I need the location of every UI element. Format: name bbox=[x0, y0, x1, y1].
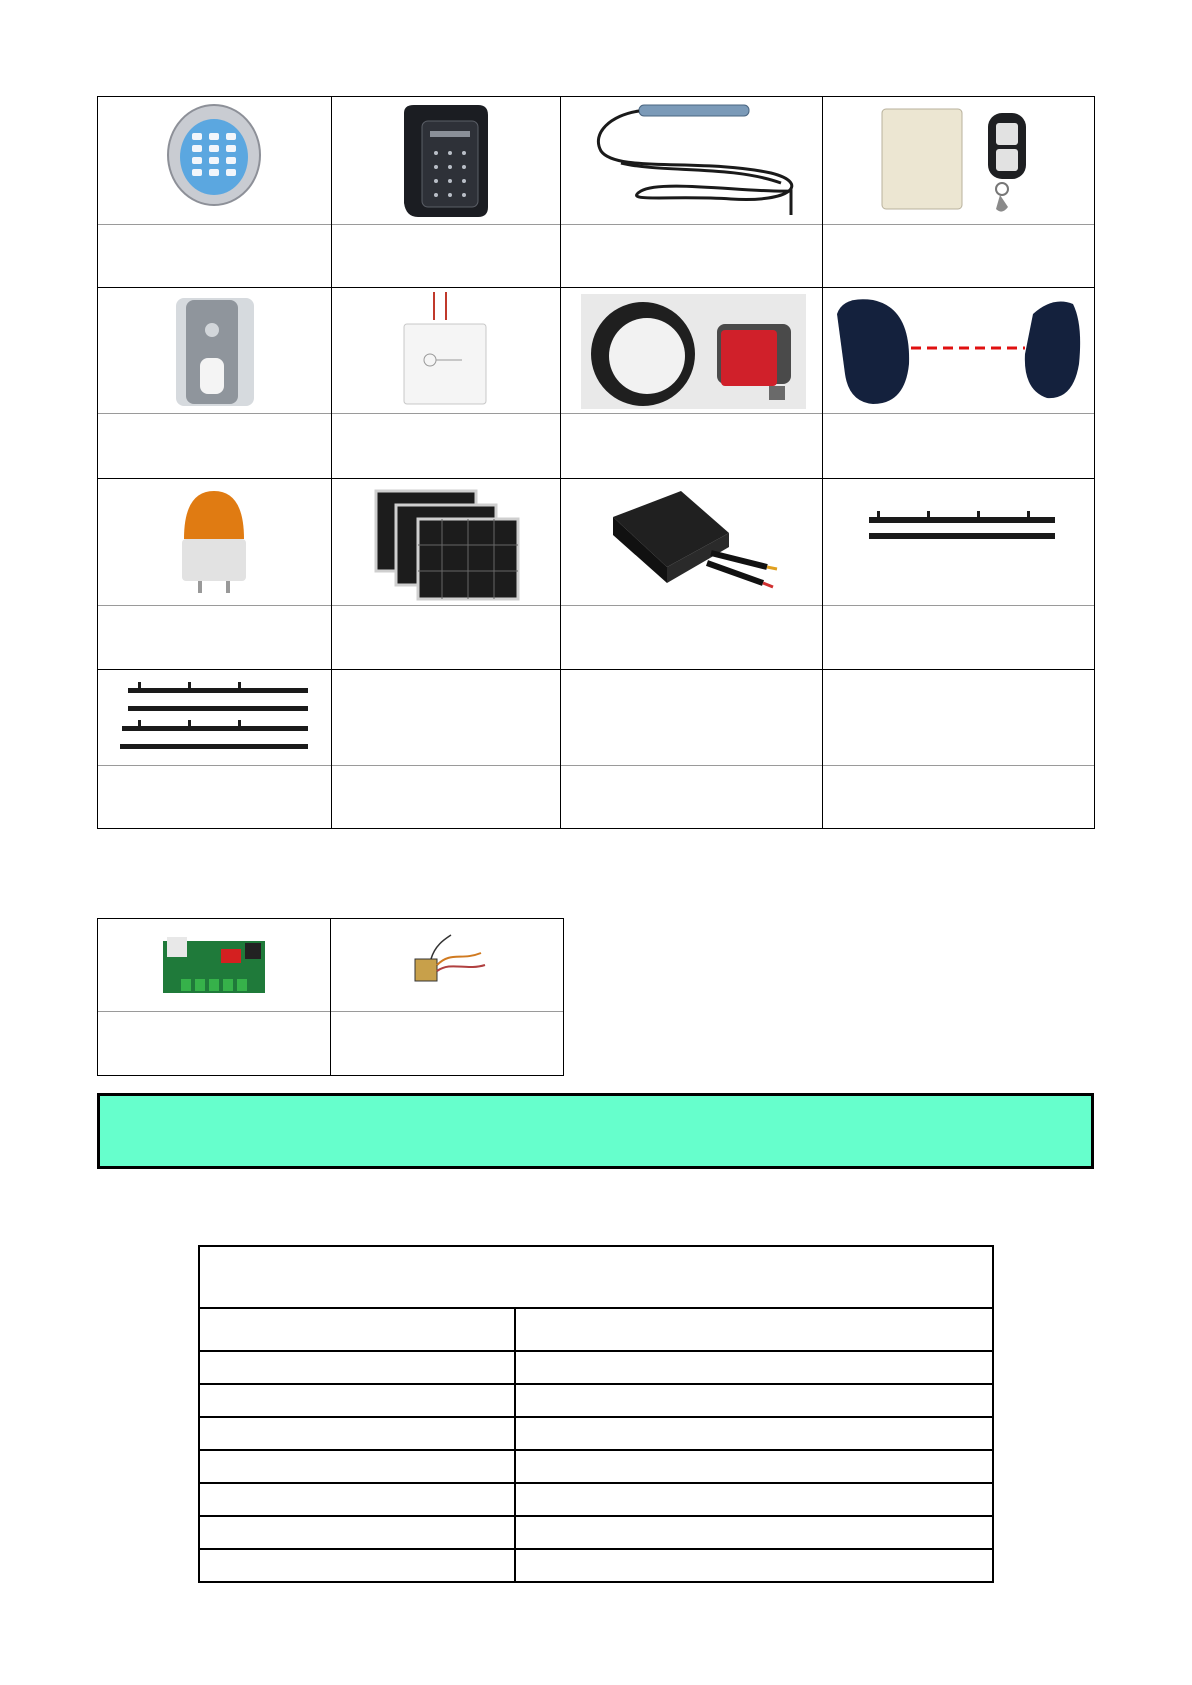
spec-value bbox=[515, 1351, 993, 1384]
accessory-caption bbox=[332, 454, 560, 474]
rfid-keypad-icon bbox=[396, 103, 496, 219]
spec-label bbox=[199, 1516, 515, 1549]
spec-value bbox=[515, 1549, 993, 1582]
accessory-cell bbox=[823, 670, 1095, 829]
spec-label bbox=[199, 1483, 515, 1516]
accessory-cell bbox=[332, 479, 561, 670]
accessory-cell bbox=[561, 97, 823, 288]
gear-rack-pair-icon bbox=[867, 509, 1057, 549]
accessory-caption bbox=[98, 454, 331, 474]
spec-label bbox=[199, 1450, 515, 1483]
exit-switch-icon bbox=[402, 290, 488, 408]
part-caption bbox=[98, 1051, 330, 1071]
accessory-caption bbox=[332, 645, 560, 665]
accessory-cell bbox=[823, 479, 1095, 670]
accessories-grid bbox=[97, 96, 1095, 829]
accessory-cell bbox=[561, 670, 823, 829]
accessory-caption bbox=[561, 804, 822, 824]
parts-grid bbox=[97, 918, 564, 1076]
part-cell bbox=[98, 919, 331, 1076]
spec-label bbox=[199, 1351, 515, 1384]
accessory-cell bbox=[98, 288, 332, 479]
accessory-caption bbox=[823, 645, 1094, 665]
accessory-cell bbox=[823, 97, 1095, 288]
accessory-caption bbox=[561, 263, 822, 283]
accessory-cell bbox=[332, 670, 561, 829]
section-banner bbox=[97, 1093, 1094, 1169]
photocell-sensor-icon bbox=[833, 294, 1083, 409]
accessory-caption bbox=[332, 804, 560, 824]
wireless-keypad-icon bbox=[164, 103, 264, 208]
accessory-caption bbox=[561, 454, 822, 474]
gear-rack-set-icon bbox=[118, 680, 313, 755]
accessory-caption bbox=[98, 645, 331, 665]
spec-label bbox=[199, 1308, 515, 1351]
spec-value bbox=[515, 1417, 993, 1450]
limit-switch-icon bbox=[411, 931, 491, 991]
spec-label bbox=[199, 1417, 515, 1450]
accessory-cell bbox=[98, 479, 332, 670]
spec-table bbox=[198, 1245, 994, 1583]
spec-value bbox=[515, 1384, 993, 1417]
control-board-icon bbox=[161, 935, 267, 995]
spec-value bbox=[515, 1483, 993, 1516]
spec-value bbox=[515, 1450, 993, 1483]
accessory-caption bbox=[98, 804, 331, 824]
accessory-caption bbox=[823, 263, 1094, 283]
spec-label bbox=[199, 1549, 515, 1582]
alarm-lights-icon bbox=[581, 294, 806, 409]
warning-beacon-icon bbox=[178, 489, 250, 599]
part-cell bbox=[331, 919, 564, 1076]
receiver-remote-icon bbox=[878, 103, 1058, 218]
accessory-cell bbox=[332, 288, 561, 479]
spec-value bbox=[515, 1516, 993, 1549]
spec-table-title bbox=[199, 1246, 993, 1308]
accessory-caption bbox=[332, 263, 560, 283]
accessory-cell bbox=[98, 97, 332, 288]
accessory-caption bbox=[823, 804, 1094, 824]
accessory-cell bbox=[332, 97, 561, 288]
wireless-push-button-icon bbox=[174, 296, 256, 408]
accessory-caption bbox=[561, 645, 822, 665]
solar-panels-icon bbox=[372, 485, 522, 603]
accessory-cell bbox=[98, 670, 332, 829]
spec-value bbox=[515, 1308, 993, 1351]
part-caption bbox=[331, 1051, 563, 1071]
spec-label bbox=[199, 1384, 515, 1417]
accessory-cell bbox=[561, 479, 823, 670]
solar-controller-icon bbox=[611, 487, 781, 599]
accessory-caption bbox=[823, 454, 1094, 474]
accessory-caption bbox=[98, 263, 331, 283]
antenna-cable-icon bbox=[581, 103, 806, 218]
accessory-cell bbox=[823, 288, 1095, 479]
accessory-cell bbox=[561, 288, 823, 479]
